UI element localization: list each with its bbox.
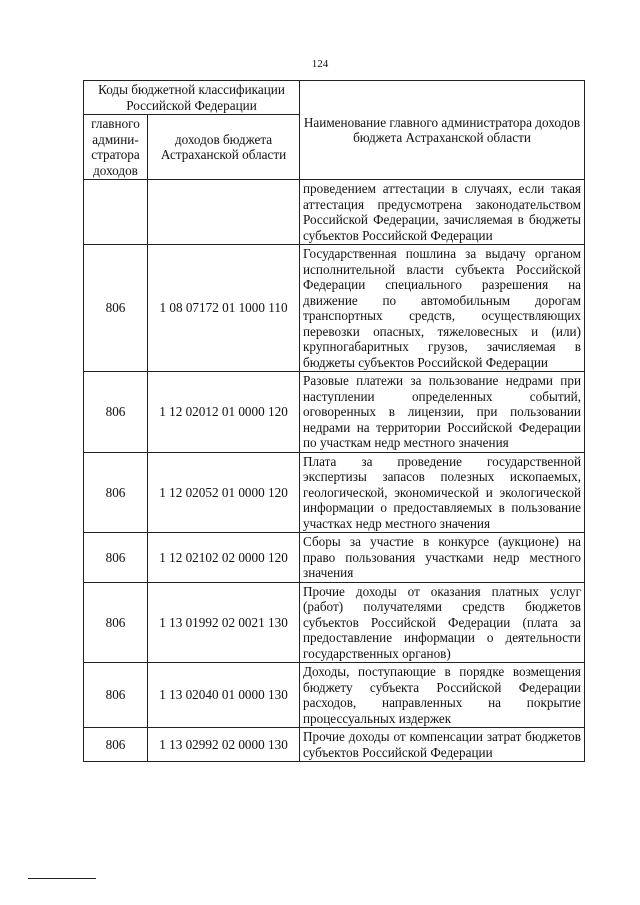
kbk-code-cell <box>148 180 300 245</box>
income-name-cell: Доходы, поступающие в порядке возмещения бюджету субъекта Российской Федерации расходов, направленных на покрытие процессуальных издержек <box>300 663 585 728</box>
table-row <box>84 663 585 728</box>
income-name-cell: Государственная пошлина за выдачу органом исполнительной власти субъекта Российской Федерации специального разрешения на движение по автомобильным дорогам транспортных средств, осуществляющих перевозки опасных, тяжеловесных и (или) крупногабаритных грузов, зачисляемая в бюджеты субъектов Российской Федерации <box>300 245 585 372</box>
admin-code-cell <box>84 180 148 245</box>
kbk-code-cell: 1 12 02012 01 0000 120 <box>148 372 300 453</box>
admin-code-cell: 806 <box>84 533 148 583</box>
header-budget-income: доходов бюджета Астраханской области <box>148 115 300 180</box>
header-chief-administrator: главного админи-стратора доходов <box>84 115 148 180</box>
kbk-code-cell: 1 12 02102 02 0000 120 <box>148 533 300 583</box>
income-name-cell: Сборы за участие в конкурсе (аукционе) на право пользования участками недр местного значения <box>300 533 585 583</box>
table-row <box>84 180 585 245</box>
kbk-code-cell: 1 12 02052 01 0000 120 <box>148 452 300 533</box>
kbk-code-cell: 1 13 02040 01 0000 130 <box>148 663 300 728</box>
admin-code-cell: 806 <box>84 372 148 453</box>
table-row <box>84 245 585 372</box>
admin-code-cell: 806 <box>84 245 148 372</box>
income-name-cell: Плата за проведение государственной экспертизы запасов полезных ископаемых, геологической, экономической и экологической информации о предоставляемых в пользование участках недр местного значения <box>300 452 585 533</box>
admin-code-cell: 806 <box>84 582 148 663</box>
income-name-cell: проведением аттестации в случаях, если такая аттестация предусмотрена законодательством Российской Федерации, зачисляемая в бюджеты субъектов Российской Федерации <box>300 180 585 245</box>
admin-code-cell: 806 <box>84 663 148 728</box>
header-administrator-name: Наименование главного администратора доходов бюджета Астраханской области <box>300 81 585 180</box>
income-name-cell: Прочие доходы от оказания платных услуг (работ) получателями средств бюджетов субъектов Российской Федерации (плата за предоставление информации о деятельности государственных органов) <box>300 582 585 663</box>
kbk-code-cell: 1 13 02992 02 0000 130 <box>148 728 300 762</box>
admin-code-cell: 806 <box>84 728 148 762</box>
table-row <box>84 533 585 583</box>
table-row <box>84 372 585 453</box>
admin-code-cell: 806 <box>84 452 148 533</box>
table-row <box>84 452 585 533</box>
table-row <box>84 582 585 663</box>
table-header-row <box>84 81 585 115</box>
table-row <box>84 728 585 762</box>
page-number: 124 <box>311 58 329 70</box>
footnote-divider <box>28 878 96 879</box>
kbk-code-cell: 1 13 01992 02 0021 130 <box>148 582 300 663</box>
header-kbk-group: Коды бюджетной классификации Российской Федерации <box>84 81 300 115</box>
income-name-cell: Прочие доходы от компенсации затрат бюджетов субъектов Российской Федерации <box>300 728 585 762</box>
kbk-code-cell: 1 08 07172 01 1000 110 <box>148 245 300 372</box>
income-name-cell: Разовые платежи за пользование недрами при наступлении определенных событий, оговоренных в лицензии, при пользовании недрами на территории Российской Федерации по участкам недр местного значения <box>300 372 585 453</box>
budget-classification-table <box>83 80 585 762</box>
